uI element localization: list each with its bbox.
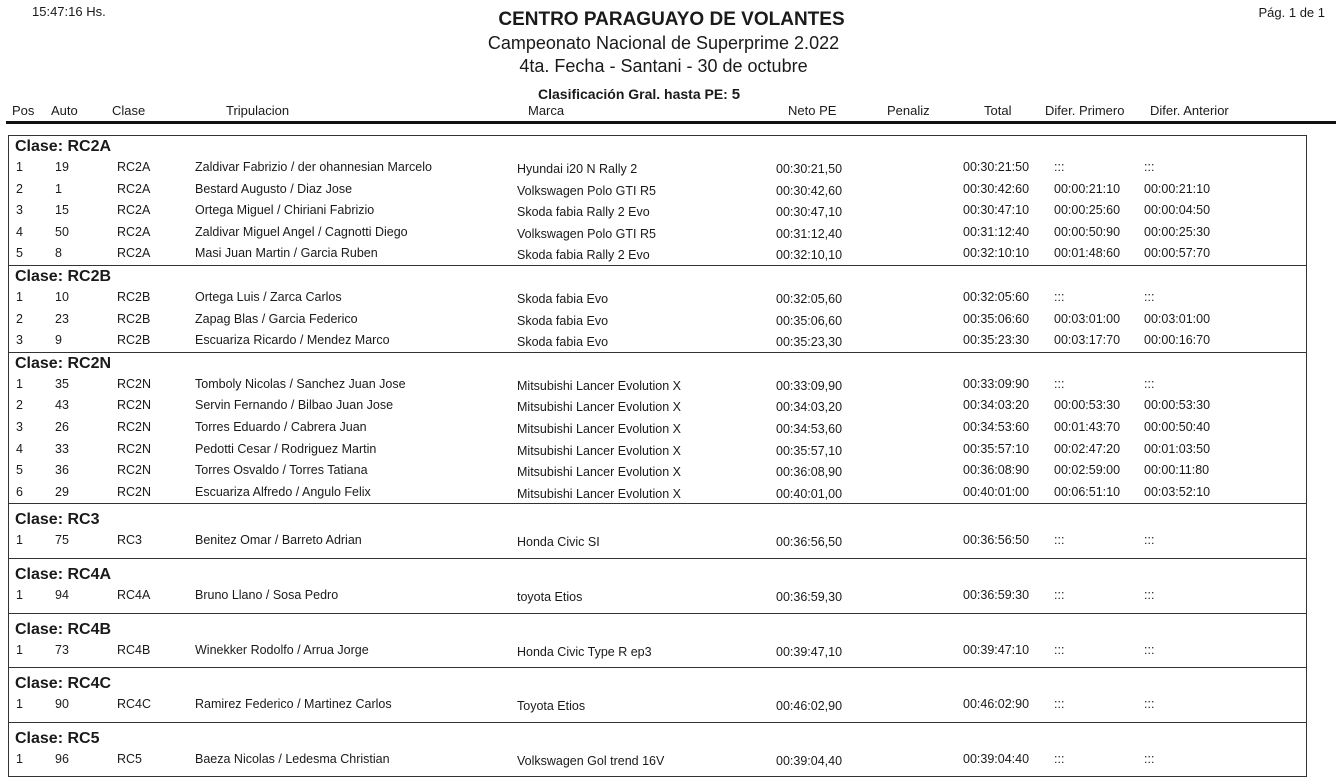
table-row <box>9 309 1306 331</box>
total-time-cell: 00:35:06:60 <box>963 311 1030 326</box>
total-time-cell: 00:31:12:40 <box>963 224 1030 239</box>
table-row <box>9 417 1306 439</box>
car-number-cell: 96 <box>55 751 69 766</box>
col-header-tripulacion: Tripulacion <box>226 103 290 118</box>
class-header <box>9 564 1306 585</box>
class-header <box>9 509 1306 530</box>
position-cell: 4 <box>16 224 23 239</box>
class-header <box>9 136 1306 157</box>
report-subtitle: Campeonato Nacional de Superprime 2.022 <box>487 33 840 53</box>
classification-table <box>8 135 1307 777</box>
gap-to-leader-cell: ::: <box>1054 289 1065 304</box>
gap-to-leader-cell: ::: <box>1054 697 1065 712</box>
car-number-cell: 23 <box>55 311 69 326</box>
net-time-cell: 00:31:12,40 <box>776 226 843 241</box>
net-time-cell: 00:35:23,30 <box>776 335 843 350</box>
gap-to-previous-cell: ::: <box>1144 289 1155 304</box>
gap-to-previous-cell: 00:03:52:10 <box>1144 484 1211 499</box>
crew-cell: Zapag Blas / Garcia Federico <box>195 311 358 326</box>
class-section <box>9 353 1306 505</box>
class-cell: RC2A <box>117 246 151 261</box>
total-time-cell: 00:40:01:00 <box>963 484 1030 499</box>
gap-to-leader-cell: 00:00:25:60 <box>1054 203 1121 218</box>
total-time-cell: 00:39:47:10 <box>963 642 1030 657</box>
make-cell: toyota Etios <box>517 589 583 604</box>
make-cell: Volkswagen Gol trend 16V <box>517 753 665 768</box>
print-time: 15:47:16 Hs. <box>32 4 106 19</box>
gap-to-leader-cell: 00:00:53:30 <box>1054 398 1121 413</box>
gap-to-previous-cell: ::: <box>1144 160 1155 174</box>
total-time-cell: 00:32:10:10 <box>963 246 1030 261</box>
table-row <box>9 585 1306 607</box>
position-cell: 1 <box>16 697 23 712</box>
make-cell: Skoda fabia Rally 2 Evo <box>517 205 650 220</box>
crew-cell: Torres Eduardo / Cabrera Juan <box>195 419 367 434</box>
class-cell: RC2N <box>117 484 152 499</box>
net-time-cell: 00:34:03,20 <box>776 400 843 415</box>
class-section <box>9 668 1306 723</box>
make-cell: Mitsubishi Lancer Evolution X <box>517 378 681 393</box>
col-header-total: Total <box>984 103 1012 118</box>
make-cell: Honda Civic Type R ep3 <box>517 644 652 659</box>
table-row <box>9 694 1306 716</box>
class-section <box>9 559 1306 614</box>
class-cell: RC2A <box>117 181 151 196</box>
table-row <box>9 374 1306 396</box>
crew-cell: Baeza Nicolas / Ledesma Christian <box>195 751 390 766</box>
crew-cell: Ramirez Federico / Martinez Carlos <box>195 697 392 712</box>
class-title: Clase: RC5 <box>15 729 100 747</box>
table-row <box>9 530 1306 552</box>
total-time-cell: 00:36:08:90 <box>963 463 1030 478</box>
total-time-cell: 00:36:59:30 <box>963 587 1030 602</box>
class-title: Clase: RC2A <box>15 138 112 155</box>
gap-to-previous-cell: 00:00:21:10 <box>1144 181 1211 196</box>
class-cell: RC2A <box>117 160 151 174</box>
gap-to-leader-cell: 00:03:01:00 <box>1054 311 1121 326</box>
table-row <box>9 439 1306 461</box>
page-number: Pág. 1 de 1 <box>1258 5 1325 20</box>
car-number-cell: 26 <box>55 419 69 434</box>
make-cell: Mitsubishi Lancer Evolution X <box>517 465 681 480</box>
make-cell: Toyota Etios <box>517 699 586 714</box>
net-time-cell: 00:39:47,10 <box>776 644 843 659</box>
gap-to-previous-cell: 00:00:57:70 <box>1144 246 1211 261</box>
class-section <box>9 504 1306 559</box>
table-row <box>9 200 1306 222</box>
col-header-penaliz: Penaliz <box>887 103 930 118</box>
table-row <box>9 222 1306 244</box>
make-cell: Mitsubishi Lancer Evolution X <box>517 486 681 501</box>
gap-to-leader-cell: 00:03:17:70 <box>1054 333 1121 348</box>
gap-to-leader-cell: ::: <box>1054 160 1065 174</box>
crew-cell: Benitez Omar / Barreto Adrian <box>195 533 362 548</box>
gap-to-previous-cell: 00:00:11:80 <box>1144 463 1210 478</box>
net-time-cell: 00:36:08,90 <box>776 465 843 480</box>
class-cell: RC4C <box>117 697 152 712</box>
class-section <box>9 614 1306 669</box>
class-cell: RC5 <box>117 751 143 766</box>
make-cell: Mitsubishi Lancer Evolution X <box>517 421 681 436</box>
net-time-cell: 00:36:56,50 <box>776 535 843 550</box>
crew-cell: Bestard Augusto / Diaz Jose <box>195 181 353 196</box>
make-cell: Mitsubishi Lancer Evolution X <box>517 443 681 458</box>
table-row <box>9 179 1306 201</box>
gap-to-leader-cell: 00:01:48:60 <box>1054 246 1121 261</box>
position-cell: 2 <box>16 181 23 196</box>
position-cell: 2 <box>16 398 23 413</box>
gap-to-previous-cell: 00:00:16:70 <box>1144 333 1211 348</box>
car-number-cell: 50 <box>55 224 69 239</box>
make-cell: Skoda fabia Rally 2 Evo <box>517 248 650 263</box>
position-cell: 2 <box>16 311 23 326</box>
class-cell: RC2N <box>117 398 152 413</box>
total-time-cell: 00:30:47:10 <box>963 203 1030 218</box>
position-cell: 6 <box>16 484 23 499</box>
class-cell: RC3 <box>117 533 143 548</box>
total-time-cell: 00:46:02:90 <box>963 697 1030 712</box>
total-time-cell: 00:35:57:10 <box>963 441 1030 456</box>
gap-to-previous-cell: 00:00:50:40 <box>1144 419 1211 434</box>
position-cell: 1 <box>16 587 23 602</box>
class-cell: RC2N <box>117 441 152 456</box>
car-number-cell: 33 <box>55 441 69 456</box>
car-number-cell: 19 <box>55 160 69 174</box>
car-number-cell: 43 <box>55 398 69 413</box>
crew-cell: Zaldivar Miguel Angel / Cagnotti Diego <box>195 224 408 239</box>
table-row <box>9 460 1306 482</box>
car-number-cell: 73 <box>55 642 69 657</box>
gap-to-leader-cell: 00:06:51:10 <box>1054 484 1121 499</box>
class-header <box>9 673 1306 694</box>
gap-to-previous-cell: ::: <box>1144 376 1155 391</box>
class-cell: RC2B <box>117 289 151 304</box>
class-section <box>9 136 1306 266</box>
make-cell: Skoda fabia Evo <box>517 313 609 328</box>
class-section <box>9 723 1306 778</box>
crew-cell: Zaldivar Fabrizio / der ohannesian Marcelo <box>195 160 432 174</box>
net-time-cell: 00:34:53,60 <box>776 421 843 436</box>
position-cell: 1 <box>16 533 23 548</box>
col-header-difer-anterior: Difer. Anterior <box>1150 103 1229 118</box>
class-title: Clase: RC4C <box>15 675 112 693</box>
gap-to-previous-cell: ::: <box>1144 697 1155 712</box>
table-row <box>9 157 1306 179</box>
net-time-cell: 00:35:06,60 <box>776 313 843 328</box>
classification-caption <box>538 86 740 103</box>
crew-cell: Ortega Luis / Zarca Carlos <box>195 289 342 304</box>
table-row <box>9 287 1306 309</box>
class-section <box>9 266 1306 353</box>
net-time-cell: 00:40:01,00 <box>776 486 843 501</box>
class-title: Clase: RC2N <box>15 354 112 372</box>
class-cell: RC2A <box>117 203 151 218</box>
total-time-cell: 00:34:03:20 <box>963 398 1030 413</box>
gap-to-previous-cell: 00:03:01:00 <box>1144 311 1211 326</box>
car-number-cell: 15 <box>55 203 69 218</box>
class-cell: RC4A <box>117 587 151 602</box>
total-time-cell: 00:34:53:60 <box>963 419 1030 434</box>
crew-cell: Tomboly Nicolas / Sanchez Juan Jose <box>195 376 406 391</box>
crew-cell: Bruno Llano / Sosa Pedro <box>195 587 339 602</box>
table-row <box>9 395 1306 417</box>
total-time-cell: 00:35:23:30 <box>963 333 1030 348</box>
gap-to-leader-cell: ::: <box>1054 587 1065 602</box>
crew-cell: Escuariza Alfredo / Angulo Felix <box>195 484 371 499</box>
class-header <box>9 353 1306 374</box>
class-title: Clase: RC4B <box>15 620 112 638</box>
position-cell: 3 <box>16 333 23 348</box>
table-row <box>9 749 1306 771</box>
table-row <box>9 243 1306 265</box>
position-cell: 5 <box>16 246 23 261</box>
class-cell: RC2A <box>117 224 151 239</box>
total-time-cell: 00:30:21:50 <box>963 160 1030 174</box>
net-time-cell: 00:30:47,10 <box>776 205 843 220</box>
gap-to-previous-cell: 00:00:04:50 <box>1144 203 1211 218</box>
car-number-cell: 94 <box>55 587 69 602</box>
car-number-cell: 90 <box>55 697 69 712</box>
gap-to-leader-cell: ::: <box>1054 533 1065 548</box>
header-rule <box>6 121 1336 124</box>
table-row <box>9 330 1306 352</box>
gap-to-leader-cell: 00:00:50:90 <box>1054 224 1121 239</box>
total-time-cell: 00:36:56:50 <box>963 533 1030 548</box>
class-cell: RC4B <box>117 642 151 657</box>
gap-to-previous-cell: ::: <box>1144 751 1155 766</box>
crew-cell: Escuariza Ricardo / Mendez Marco <box>195 333 390 348</box>
col-header-clase: Clase <box>112 103 146 118</box>
car-number-cell: 29 <box>55 484 69 499</box>
make-cell: Volkswagen Polo GTI R5 <box>517 226 656 241</box>
position-cell: 3 <box>16 419 23 434</box>
net-time-cell: 00:30:42,60 <box>776 183 843 198</box>
gap-to-previous-cell: ::: <box>1144 587 1155 602</box>
car-number-cell: 10 <box>55 289 69 304</box>
class-cell: RC2N <box>117 376 152 391</box>
crew-cell: Winekker Rodolfo / Arrua Jorge <box>195 642 369 657</box>
gap-to-leader-cell: 00:02:47:20 <box>1054 441 1121 456</box>
gap-to-previous-cell: 00:01:03:50 <box>1144 441 1211 456</box>
gap-to-leader-cell: ::: <box>1054 751 1065 766</box>
class-cell: RC2N <box>117 419 152 434</box>
position-cell: 1 <box>16 751 23 766</box>
classification-label: Clasificación Gral. hasta PE: <box>538 86 728 102</box>
car-number-cell: 36 <box>55 463 69 478</box>
make-cell: Skoda fabia Evo <box>517 335 609 350</box>
gap-to-previous-cell: ::: <box>1144 533 1155 548</box>
make-cell: Mitsubishi Lancer Evolution X <box>517 400 681 415</box>
class-title: Clase: RC3 <box>15 511 100 529</box>
col-header-neto: Neto PE <box>788 103 837 118</box>
net-time-cell: 00:35:57,10 <box>776 443 843 458</box>
gap-to-leader-cell: ::: <box>1054 642 1065 657</box>
car-number-cell: 35 <box>55 376 69 391</box>
crew-cell: Masi Juan Martin / Garcia Ruben <box>195 246 378 261</box>
net-time-cell: 00:36:59,30 <box>776 589 843 604</box>
crew-cell: Pedotti Cesar / Rodriguez Martin <box>195 441 377 456</box>
event-info: 4ta. Fecha - Santani - 30 de octubre <box>519 56 808 76</box>
make-cell: Hyundai i20 N Rally 2 <box>517 162 638 176</box>
class-cell: RC2N <box>117 463 152 478</box>
net-time-cell: 00:33:09,90 <box>776 378 843 393</box>
net-time-cell: 00:32:05,60 <box>776 291 843 306</box>
table-row <box>9 640 1306 662</box>
total-time-cell: 00:39:04:40 <box>963 751 1030 766</box>
total-time-cell: 00:33:09:90 <box>963 376 1030 391</box>
col-header-marca: Marca <box>528 103 565 118</box>
gap-to-previous-cell: 00:00:53:30 <box>1144 398 1211 413</box>
total-time-cell: 00:32:05:60 <box>963 289 1030 304</box>
make-cell: Volkswagen Polo GTI R5 <box>517 183 656 198</box>
position-cell: 3 <box>16 203 23 218</box>
net-time-cell: 00:46:02,90 <box>776 699 843 714</box>
total-time-cell: 00:30:42:60 <box>963 181 1030 196</box>
class-header <box>9 728 1306 749</box>
gap-to-previous-cell: ::: <box>1144 642 1155 657</box>
net-time-cell: 00:39:04,40 <box>776 753 843 768</box>
class-title: Clase: RC4A <box>15 565 112 583</box>
make-cell: Skoda fabia Evo <box>517 291 609 306</box>
crew-cell: Ortega Miguel / Chiriani Fabrizio <box>195 203 375 218</box>
car-number-cell: 75 <box>55 533 69 548</box>
position-cell: 5 <box>16 463 23 478</box>
car-number-cell: 8 <box>55 246 62 261</box>
class-cell: RC2B <box>117 333 151 348</box>
position-cell: 4 <box>16 441 23 456</box>
car-number-cell: 1 <box>55 181 62 196</box>
crew-cell: Servin Fernando / Bilbao Juan Jose <box>195 398 394 413</box>
crew-cell: Torres Osvaldo / Torres Tatiana <box>195 463 368 478</box>
make-cell: Honda Civic SI <box>517 535 600 550</box>
gap-to-leader-cell: 00:02:59:00 <box>1054 463 1121 478</box>
class-header <box>9 266 1306 287</box>
gap-to-leader-cell: 00:00:21:10 <box>1054 181 1121 196</box>
class-title: Clase: RC2B <box>15 267 112 285</box>
car-number-cell: 9 <box>55 333 62 348</box>
net-time-cell: 00:32:10,10 <box>776 248 843 263</box>
table-row <box>9 482 1306 504</box>
class-cell: RC2B <box>117 311 151 326</box>
position-cell: 1 <box>16 160 23 174</box>
col-header-auto: Auto <box>51 103 78 118</box>
gap-to-previous-cell: 00:00:25:30 <box>1144 224 1211 239</box>
col-header-difer-primero: Difer. Primero <box>1045 103 1125 118</box>
classification-stage-number: 5 <box>731 86 741 103</box>
col-header-pos: Pos <box>12 103 35 118</box>
net-time-cell: 00:30:21,50 <box>776 162 843 176</box>
class-header <box>9 619 1306 640</box>
gap-to-leader-cell: 00:01:43:70 <box>1054 419 1121 434</box>
gap-to-leader-cell: ::: <box>1054 376 1065 391</box>
report-title: CENTRO PARAGUAYO DE VOLANTES <box>498 9 845 30</box>
position-cell: 1 <box>16 289 23 304</box>
position-cell: 1 <box>16 642 23 657</box>
position-cell: 1 <box>16 376 23 391</box>
